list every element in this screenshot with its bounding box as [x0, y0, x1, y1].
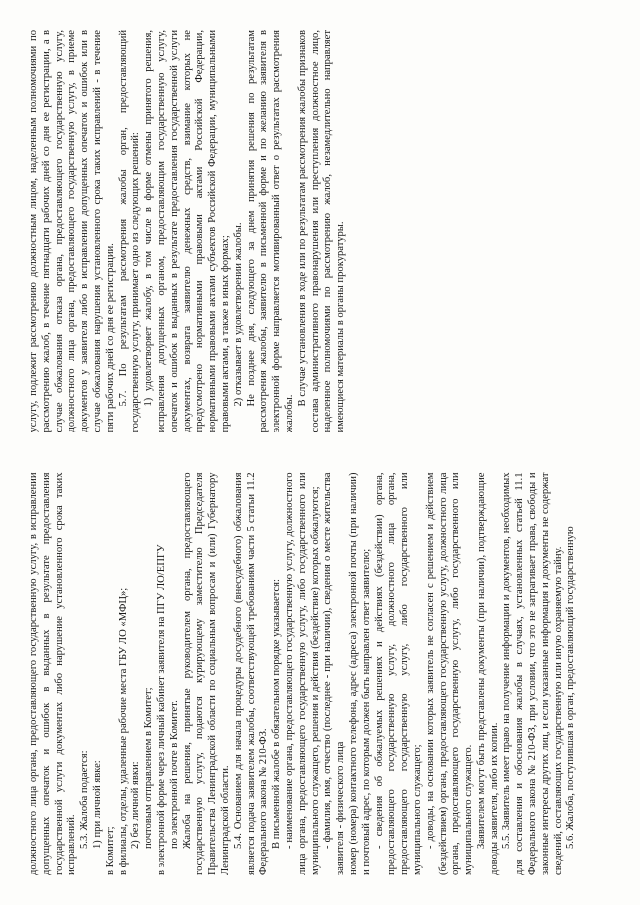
paragraph: 1) при личной явке: [91, 760, 103, 849]
paragraph: 5.3. Жалоба подается: [79, 750, 91, 849]
paragraph: 5.7. По результатам рассмотрения жалобы орган, предоставляющий государственную услугу, принимает одно из следующих решений: [117, 30, 142, 433]
paragraph: 1) удовлетворяет жалобу, в том числе в форме отмены принятого решения, исправления допущенных органом, предоставляющим государственную услугу, опечаток и ошибок в выданных в результате предоставления государственной услуги документах, возврата заявителю денежных средств, взимание которых не предусмотрено нормативными правовыми актами Российской Федерации, нормативными правовыми актами субъектов Российской Федерации, муниципальными правовыми актами, а также в иных формах; [143, 30, 231, 433]
paragraph: почтовым отправлением в Комитет; [143, 687, 155, 849]
paragraph: по электронной почте в Комитет. [168, 700, 180, 849]
paragraph: - фамилия, имя, отчество (последнее - при наличии), сведения о месте жительства заявителя - физического лица [322, 472, 347, 875]
paragraph: Заявителем могут быть представлены документы (при наличии), подтверждающие доводы заявителя, либо их копии. [475, 472, 500, 875]
paragraph: в филиалы, отделы, удаленные рабочие места ГБУ ЛО «МФЦ»; [117, 587, 129, 875]
right-text-column [20, 30, 620, 433]
paragraph: Жалоба на решения, принятые руководителем органа, предоставляющего государственную услугу, подаются курирующему заместителю Председателя Правительства Ленинградской области по социальным вопросам и (или) Губернатору Ленинградской области. [181, 472, 231, 875]
paragraph: 2) отказывает в удовлетворении жалобы. [232, 222, 244, 407]
paragraph: 5.5. Заявитель имеет право на получение информации и документов, необходимых для составления и обоснования жалобы в случаях, установленных статьей 11.1 Федерального закона № 210-ФЗ, при условии, что это не затрагивает права, свободы и законные интересы других лиц, и если указанные информация и документы не содержат сведений, составляющих государственную или иную охраняемую тайну. [501, 472, 564, 875]
paragraph: в электронной форме через личный кабинет заявителя на ПГУ ЛО/ЕПГУ [155, 544, 167, 875]
left-text-column [20, 473, 620, 876]
paragraph: номер (номера) контактного телефона, адрес (адреса) электронной почты (при наличии) и почтовый адрес, по которым должен быть направлен ответ заявителю; [347, 472, 372, 875]
paragraph: В письменной жалобе в обязательном порядке указывается: [271, 579, 283, 849]
paragraph: 5.6. Жалоба, поступившая в орган, предоставляющий государственную [565, 526, 577, 849]
paragraph: - наименование органа, предоставляющего государственную услугу, должностного лица органа, предоставляющего государственную услугу, либо государственного или муниципального служащего, решения и действия (бездействие) которых обжалуются; [283, 472, 321, 875]
paragraph: в Комитет; [104, 826, 116, 875]
paragraph: - сведения об обжалуемых решениях и действиях (бездействии) органа, предоставляющего государственную услугу, должностного лица органа, предоставляющего государственную услугу, либо государственного или муниципального служащего; [373, 472, 423, 875]
paragraph: должностного лица органа, предоставляющего государственную услугу, в исправлении допущенных опечаток и ошибок в выданных в результате предоставления государственной услуги документах либо нарушение установленного срока таких исправлений. [28, 472, 78, 875]
paragraph: В случае установления в ходе или по результатам рассмотрения жалобы признаков состава административного правонарушения или преступления должностное лицо, наделенное полномочиями по рассмотрению жалоб, незамедлительно направляет имеющиеся материалы в органы прокуратуры. [296, 30, 347, 433]
paragraph: 2) без личной явки: [130, 761, 142, 849]
paragraph: - доводы, на основании которых заявитель не согласен с решением и действием (бездействием) органа, предоставляющего государственную услугу, должностного лица органа, предоставляющего государственную услугу, либо государственного или муниципального служащего. [424, 472, 475, 875]
paragraph: Не позднее дня, следующего за днем принятия решения по результатам рассмотрения жалобы, заявителю в письменной форме и по желанию заявителя в электронной форме направляется мотивированный ответ о результатах рассмотрения жалобы. [245, 30, 295, 433]
paragraph: услугу, подлежит рассмотрению должностным лицом, наделенным полномочиями по рассмотрению жалоб, в течение пятнадцати рабочих дней со дня ее регистрации, а в случае обжалования отказа органа, предоставляющего государственную услугу, должностного лица органа, предоставляющего государственную услугу, в приеме документов у заявителя либо в исправлении допущенных опечаток и ошибок или в случае обжалования нарушения установленного срока таких исправлений - в течение пяти рабочих дней со дня ее регистрации. [28, 30, 116, 433]
paragraph: 5.4. Основанием для начала процедуры досудебного (внесудебного) обжалования является подача заявителем жалобы, соответствующей требованиям части 5 статьи 11.2 Федерального закона № 210-ФЗ. [232, 472, 270, 875]
